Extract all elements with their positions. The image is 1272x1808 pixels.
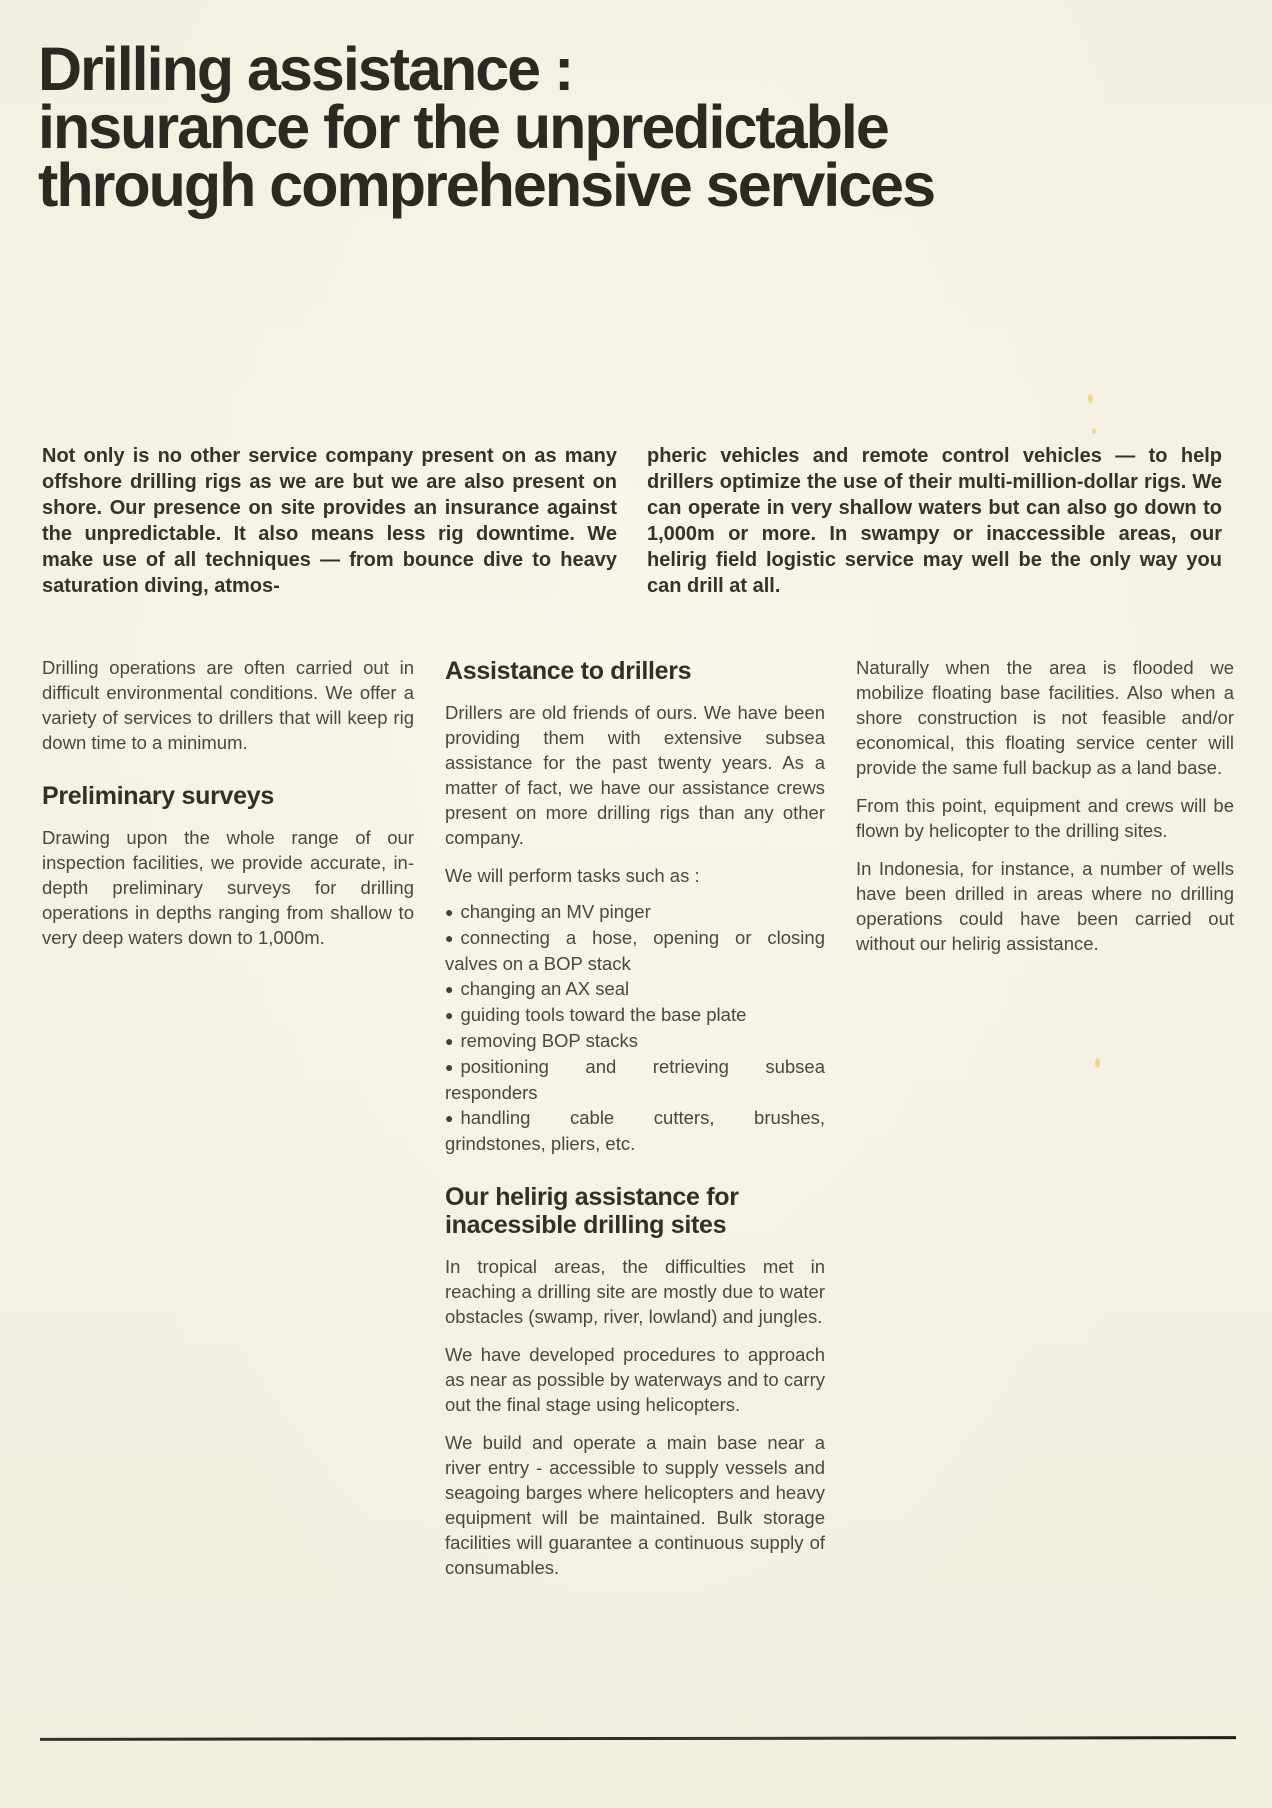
scan-speck bbox=[1095, 1058, 1100, 1068]
list-item-text: changing an AX seal bbox=[460, 978, 630, 999]
list-item-text: removing BOP stacks bbox=[460, 1030, 638, 1051]
paragraph: Drilling operations are often carried out in difficult environmental conditions. We offer a variety of services to drillers that will keep rig down time to a minimum. bbox=[42, 657, 414, 753]
bullet-icon: ● bbox=[445, 904, 454, 920]
lead-paragraph bbox=[42, 443, 1222, 599]
bullet-icon: ● bbox=[445, 1059, 454, 1075]
paragraph: Drawing upon the whole range of our inspection facilities, we provide accurate, in-depth preliminary surveys for drilling operations in depths ranging from shallow to very deep waters down to 1,000m. bbox=[42, 827, 414, 948]
page-title-line-1: Drilling assistance : bbox=[38, 35, 573, 103]
list-item-text: positioning and retrieving subsea responders bbox=[445, 1056, 825, 1103]
bullet-icon: ● bbox=[445, 1033, 454, 1049]
bullet-icon: ● bbox=[445, 930, 454, 946]
paragraph: Naturally when the area is flooded we mobilize floating base facilities. Also when a shore construction is not feasible and/or economical, this floating service center will provide the same full backup as a land base. bbox=[856, 657, 1234, 778]
scan-speck bbox=[1092, 428, 1096, 434]
section-heading-helirig-assistance: Our helirig assistance for inacessible drilling sites bbox=[445, 1183, 739, 1239]
section-heading-assistance-to-drillers: Assistance to drillers bbox=[445, 657, 692, 685]
page-title-line-3: through comprehensive services bbox=[38, 151, 935, 219]
paragraph: We build and operate a main base near a river entry - accessible to supply vessels and seagoing barges where helicopters and heavy equipment will be maintained. Bulk storage facilities will guarantee a continuous supply of consumables. bbox=[445, 1432, 825, 1578]
paragraph: In Indonesia, for instance, a number of wells have been drilled in areas where no drilling operations could have been carried out without our helirig assistance. bbox=[856, 858, 1234, 954]
list-item bbox=[445, 1054, 825, 1105]
list-item bbox=[445, 899, 825, 925]
list-item bbox=[445, 925, 825, 976]
scan-speck bbox=[1088, 394, 1093, 403]
footer-rule bbox=[40, 1736, 1236, 1741]
list-item bbox=[445, 1028, 825, 1054]
paragraph: In tropical areas, the difficulties met in reaching a drilling site are mostly due to water obstacles (swamp, river, lowland) and jungles. bbox=[445, 1256, 825, 1327]
bullet-icon: ● bbox=[445, 1110, 454, 1126]
tasks-list bbox=[445, 899, 825, 1156]
column-right bbox=[856, 655, 1234, 1593]
section-heading-preliminary-surveys: Preliminary surveys bbox=[42, 782, 274, 810]
list-item bbox=[445, 1105, 825, 1156]
list-item bbox=[445, 976, 825, 1002]
list-item-text: changing an MV pinger bbox=[460, 901, 651, 922]
paragraph: Drillers are old friends of ours. We have been providing them with extensive subsea assistance for the past twenty years. As a matter of fact, we have our assistance crews present on more drilling rigs than any other company. bbox=[445, 702, 825, 848]
column-left bbox=[42, 655, 414, 1593]
list-item-text: handling cable cutters, brushes, grindstones, pliers, etc. bbox=[445, 1107, 825, 1154]
list-item bbox=[445, 1002, 825, 1028]
body-columns bbox=[42, 655, 1234, 1593]
page-title-line-2: insurance for the unpredictable bbox=[38, 93, 888, 161]
lead-paragraph-col-2: pheric vehicles and remote control vehicles — to help drillers optimize the use of their multi-million-dollar rigs. We can operate in very shallow waters but can also go down to 1,000m or more. In swampy or inaccessible areas, our helirig field logistic service may well be the only way you can drill at all. bbox=[647, 445, 1222, 597]
lead-paragraph-col-1: Not only is no other service company present on as many offshore drilling rigs as we are but we are also present on shore. Our presence on site provides an insurance against the unpredictable. It also means less rig downtime. We make use of all techniques — from bounce dive to heavy saturation diving, atmos- bbox=[42, 445, 617, 597]
list-item-text: guiding tools toward the base plate bbox=[460, 1004, 747, 1025]
tasks-list-intro: We will perform tasks such as : bbox=[445, 865, 700, 886]
bullet-icon: ● bbox=[445, 981, 454, 997]
page-title bbox=[38, 35, 1228, 219]
paragraph: We have developed procedures to approach as near as possible by waterways and to carry out the final stage using helicopters. bbox=[445, 1344, 825, 1415]
column-middle bbox=[445, 655, 825, 1593]
bullet-icon: ● bbox=[445, 1007, 454, 1023]
list-item-text: connecting a hose, opening or closing valves on a BOP stack bbox=[445, 927, 825, 974]
paragraph: From this point, equipment and crews will be flown by helicopter to the drilling sites. bbox=[856, 795, 1234, 841]
